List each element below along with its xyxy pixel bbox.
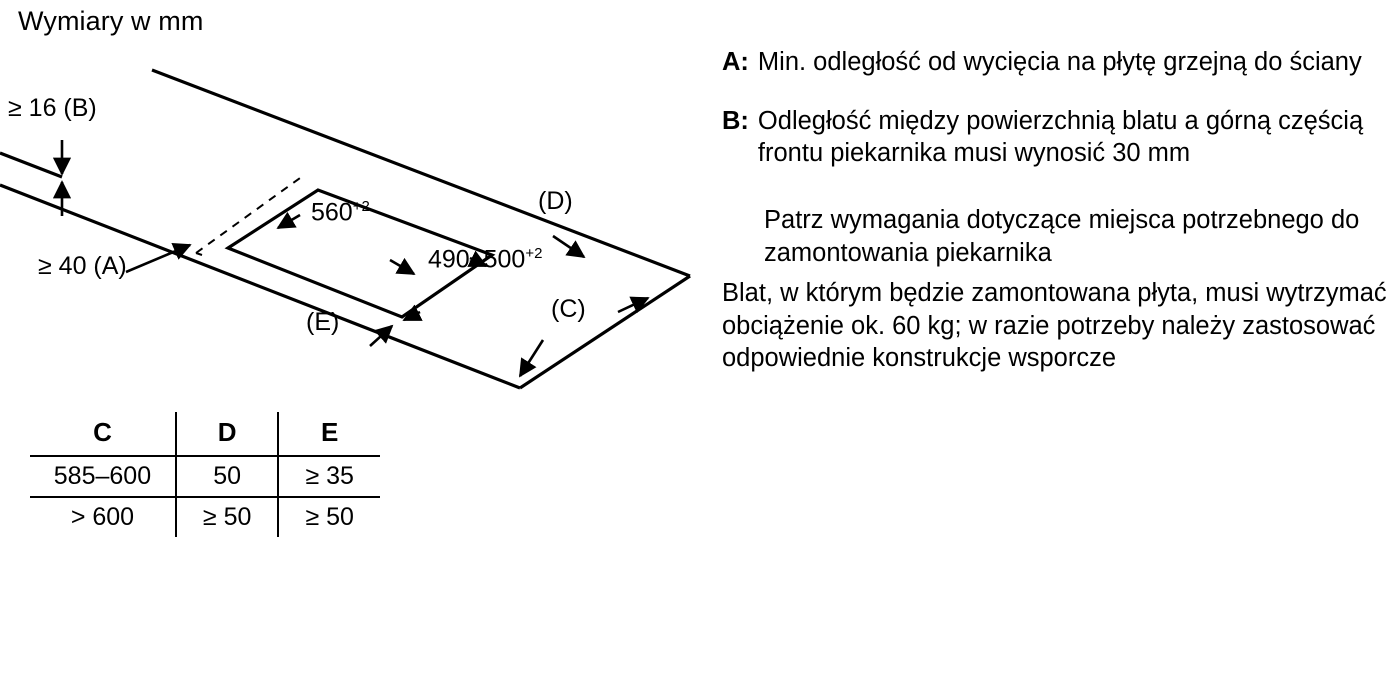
table-cell: ≥ 50: [176, 497, 279, 537]
legend-text-a: Min. odległość od wycięcia na płytę grzejną do ściany: [757, 48, 1362, 76]
installation-diagram: [0, 40, 700, 400]
table-header-row: [30, 412, 380, 456]
legend: [722, 46, 1390, 375]
note-oven-space: Patrz wymagania dotyczące miejsca potrzebnego do zamontowania piekarnika: [764, 205, 1360, 267]
depth-tolerance: +2: [525, 245, 543, 262]
construction-lines: [196, 178, 300, 255]
page-title: Wymiary w mm: [18, 6, 204, 36]
legend-key-a: A:: [722, 48, 749, 76]
table-header-e: E: [278, 412, 380, 456]
width-tolerance: +2: [352, 198, 370, 215]
table-row: [30, 497, 380, 537]
dimension-label-b: ≥ 16 (B): [8, 94, 97, 122]
table-cell: 50: [176, 456, 279, 497]
dimensions-table: [30, 412, 380, 537]
table-row: [30, 456, 380, 497]
dimension-label-depth: $490-500^{+2}$: [428, 245, 543, 274]
callout-d: (D): [538, 187, 573, 215]
callout-e: (E): [306, 308, 340, 336]
legend-text-b: Odległość między powierzchnią blatu a górną częścią frontu piekarnika musi wynosić 30 mm: [757, 106, 1364, 168]
legend-item-a: [722, 46, 1390, 79]
note-worktop-load: Blat, w którym będzie zamontowana płyta, musi wytrzymać obciążenie ok. 60 kg; w razie potrzeby należy zastosować odpowiednie konstrukcje wsporcze: [722, 279, 1387, 373]
dimension-label-a: ≥ 40 (A): [38, 252, 127, 280]
dimension-arrows: [62, 140, 648, 376]
table-cell: ≥ 35: [278, 456, 380, 497]
legend-key-b: B:: [722, 106, 749, 135]
table-cell: > 600: [30, 497, 176, 537]
dimension-label-width: $560^{+2}$: [311, 198, 370, 227]
worktop-outline: [0, 70, 690, 388]
table-header-c: C: [30, 412, 176, 456]
table-cell: ≥ 50: [305, 503, 354, 531]
legend-item-b: [722, 105, 1390, 170]
table-cell: 585–600: [30, 456, 176, 497]
table-header-d: D: [176, 412, 279, 456]
dimensions-table-wrapper: [30, 412, 380, 537]
callout-c: (C): [551, 295, 586, 323]
